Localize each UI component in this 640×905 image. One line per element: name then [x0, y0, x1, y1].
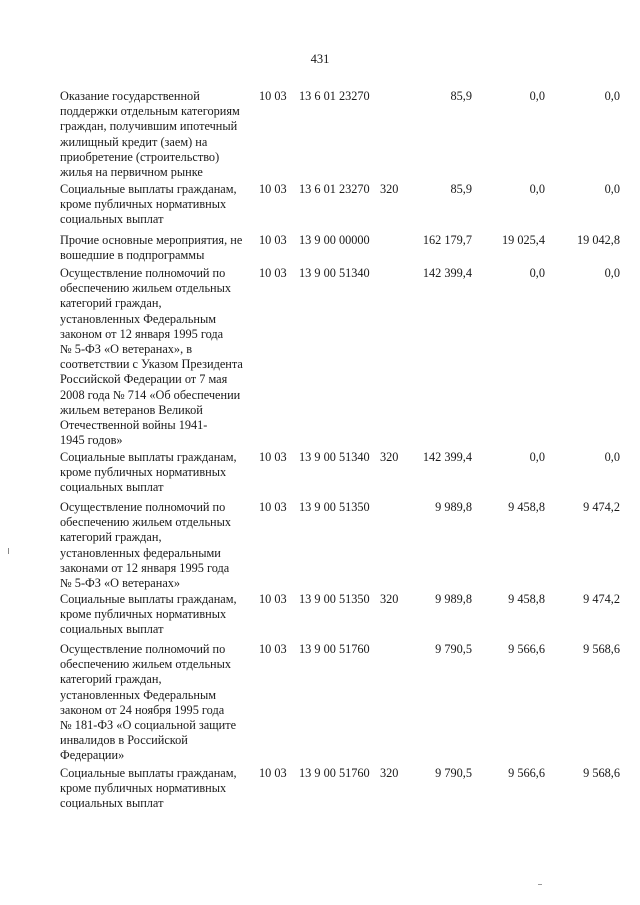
- row-amount-2: 0,0: [529, 89, 545, 103]
- row-amount-2: 0,0: [529, 266, 545, 280]
- row-section-code: 10 03: [259, 89, 287, 103]
- row-name: Осуществление полномочий по обеспечению жильем отдельных категорий граждан, установленных Федеральным законом от 12 января 1995 года № 5-ФЗ «О ветеранах», в соответствии с Указом Президента Российской Федерации от 7 мая 2008 года № 714 «Об обеспечении жильем ветеранов Великой Отечественной войны 1941- 1945 годов»: [60, 266, 243, 448]
- row-amount-1: 9 989,8: [435, 500, 472, 514]
- row-name: Социальные выплаты гражданам, кроме публичных нормативных социальных выплат: [60, 592, 237, 637]
- row-amount-3: 19 042,8: [576, 233, 620, 247]
- row-amount-3: 0,0: [604, 182, 620, 196]
- row-target-article: 13 9 00 51350: [299, 592, 370, 606]
- row-amount-1: 9 790,5: [435, 642, 472, 656]
- row-section-code: 10 03: [259, 450, 287, 464]
- row-expense-type: 320: [380, 450, 399, 464]
- row-amount-3: 9 474,2: [583, 592, 620, 606]
- row-target-article: 13 9 00 00000: [299, 233, 370, 247]
- row-section-code: 10 03: [259, 233, 287, 247]
- row-amount-2: 0,0: [529, 450, 545, 464]
- row-amount-3: 0,0: [604, 266, 620, 280]
- row-name: Осуществление полномочий по обеспечению жильем отдельных категорий граждан, установленных Федеральным законом от 24 ноября 1995 года № 181-ФЗ «О социальной защите инвалидов в Российской Федерации»: [60, 642, 237, 763]
- row-target-article: 13 6 01 23270: [299, 182, 370, 196]
- row-section-code: 10 03: [259, 266, 287, 280]
- row-name: Осуществление полномочий по обеспечению жильем отдельных категорий граждан, установленных федеральными законами от 12 января 1995 года № 5-ФЗ «О ветеранах»: [60, 500, 232, 591]
- row-target-article: 13 9 00 51340: [299, 450, 370, 464]
- row-target-article: 13 9 00 51760: [299, 642, 370, 656]
- row-amount-1: 162 179,7: [422, 233, 472, 247]
- row-name: Социальные выплаты гражданам, кроме публичных нормативных социальных выплат: [60, 450, 237, 495]
- row-name: Социальные выплаты гражданам, кроме публичных нормативных социальных выплат: [60, 182, 237, 227]
- row-amount-1: 142 399,4: [422, 450, 472, 464]
- row-amount-3: 9 568,6: [583, 642, 620, 656]
- page-number: 431: [310, 52, 330, 66]
- row-amount-3: 9 474,2: [583, 500, 620, 514]
- row-amount-3: 9 568,6: [583, 766, 620, 780]
- row-expense-type: 320: [380, 592, 399, 606]
- row-amount-1: 85,9: [450, 89, 472, 103]
- row-amount-1: 85,9: [450, 182, 472, 196]
- row-amount-2: 9 566,6: [508, 642, 545, 656]
- row-section-code: 10 03: [259, 642, 287, 656]
- row-name: Прочие основные мероприятия, не вошедшие в подпрограммы: [60, 233, 243, 263]
- row-amount-1: 142 399,4: [422, 266, 472, 280]
- row-amount-1: 9 989,8: [435, 592, 472, 606]
- row-expense-type: 320: [380, 182, 399, 196]
- row-amount-3: 0,0: [604, 450, 620, 464]
- row-amount-2: 0,0: [529, 182, 545, 196]
- row-amount-3: 0,0: [604, 89, 620, 103]
- row-target-article: 13 9 00 51760: [299, 766, 370, 780]
- row-expense-type: 320: [380, 766, 399, 780]
- row-amount-2: 19 025,4: [501, 233, 545, 247]
- row-name: Социальные выплаты гражданам, кроме публичных нормативных социальных выплат: [60, 766, 237, 811]
- row-target-article: 13 6 01 23270: [299, 89, 370, 103]
- row-name: Оказание государственной поддержки отдельным категориям граждан, получившим ипотечный жилищный кредит (заем) на приобретение (строительство) жилья на первичном рынке: [60, 89, 240, 180]
- row-amount-2: 9 458,8: [508, 592, 545, 606]
- row-amount-1: 9 790,5: [435, 766, 472, 780]
- row-amount-2: 9 458,8: [508, 500, 545, 514]
- row-section-code: 10 03: [259, 592, 287, 606]
- row-target-article: 13 9 00 51340: [299, 266, 370, 280]
- row-section-code: 10 03: [259, 500, 287, 514]
- row-amount-2: 9 566,6: [508, 766, 545, 780]
- row-section-code: 10 03: [259, 766, 287, 780]
- row-section-code: 10 03: [259, 182, 287, 196]
- row-target-article: 13 9 00 51350: [299, 500, 370, 514]
